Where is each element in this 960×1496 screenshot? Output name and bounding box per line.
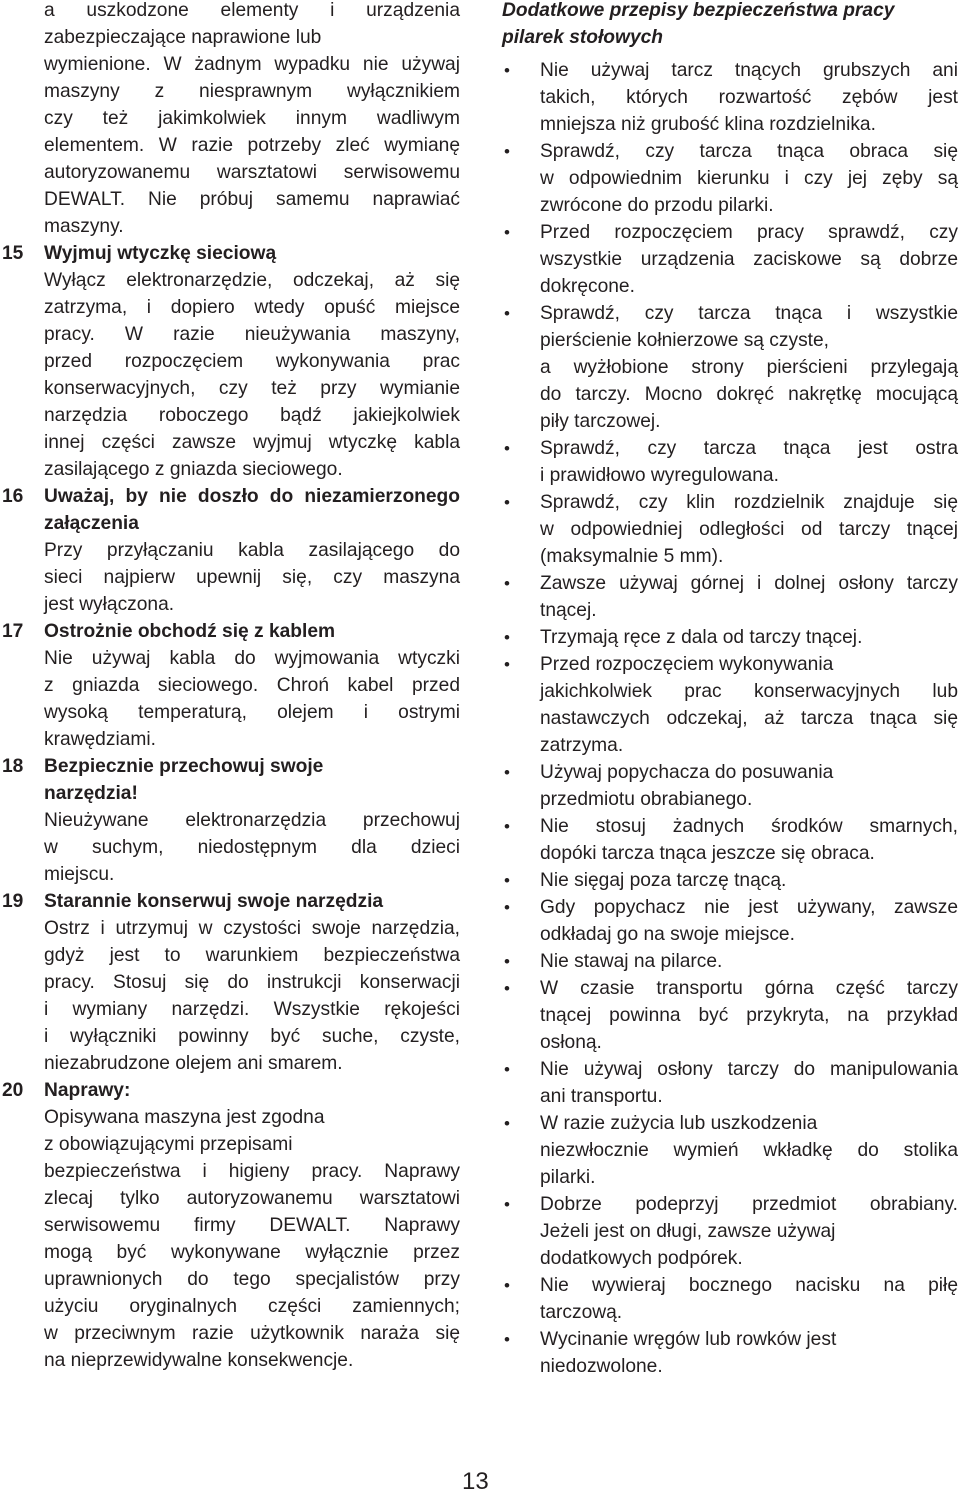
text-line: a wyżłobione strony pierścieni przylegają	[540, 357, 958, 378]
text-line: Dobrze podeprzyj przedmiot obrabiany.	[540, 1194, 958, 1215]
text-line: użyciu oryginalnych części zamiennych;	[44, 1296, 460, 1317]
safety-heading: pilarek stołowych	[502, 27, 664, 48]
section-number: 16	[2, 486, 24, 507]
text-line: w suchym, niedostępnym dla dzieci	[44, 837, 460, 858]
text-line: Sprawdź, czy klin rozdzielnik znajduje się	[540, 492, 958, 513]
text-line: (maksymalnie 5 mm).	[540, 546, 724, 567]
text-line: nastawczych odczekaj, aż tarcza tnąca się	[540, 708, 958, 729]
text-line: W czasie transportu górna część tarczy	[540, 978, 958, 999]
text-line: Nie stawaj na pilarce.	[540, 951, 723, 972]
text-line: maszyny z niesprawnym wyłącznikiem	[44, 81, 460, 102]
text-line: pierścienie kołnierzowe są czyste,	[540, 330, 830, 351]
text-line: Nie wywieraj bocznego nacisku na piłę	[540, 1275, 958, 1296]
text-line: takich, których rozwartość zębów jest	[540, 87, 958, 108]
bullet-marker: •	[504, 61, 510, 80]
bullet-marker: •	[504, 142, 510, 161]
text-line: tnącej powinna być przykryta, na przykład	[540, 1005, 958, 1026]
section-heading: Naprawy:	[44, 1080, 131, 1101]
text-line: niezabrudzone olejem ani smarem.	[44, 1053, 343, 1074]
bullet-marker: •	[504, 952, 510, 971]
text-line: wysoką temperaturą, olejem i ostrymi	[44, 702, 460, 723]
text-line: gdyż jest to warunkiem bezpieczeństwa	[44, 945, 460, 966]
text-line: zasilającego z gniazda sieciowego.	[44, 459, 343, 480]
text-line: serwisowemu firmy DEWALT. Naprawy	[44, 1215, 460, 1236]
text-line: i prawidłowo wyregulowana.	[540, 465, 779, 486]
text-line: Przed rozpoczęciem pracy sprawdź, czy	[540, 222, 958, 243]
text-line: autoryzowanemu warsztatowi serwisowemu	[44, 162, 460, 183]
text-line: w odpowiedniej odległości od tarczy tnącej	[540, 519, 958, 540]
text-line: dokręcone.	[540, 276, 635, 297]
text-line: jest wyłączona.	[44, 594, 175, 615]
text-line: pracy. W razie nieużywania maszyny,	[44, 324, 460, 345]
text-line: czy też jakimkolwiek innym wadliwym	[44, 108, 460, 129]
text-line: W razie zużycia lub uszkodzenia	[540, 1113, 818, 1134]
bullet-marker: •	[504, 439, 510, 458]
text-line: Nie używaj osłony tarczy do manipulowania	[540, 1059, 958, 1080]
text-line: sieci najpierw upewnij się, czy maszyna	[44, 567, 460, 588]
text-line: odkładaj go na swoje miejsce.	[540, 924, 795, 945]
text-line: dopóki tarcza tnąca jeszcze się obraca.	[540, 843, 875, 864]
section-heading: załączenia	[44, 513, 139, 534]
text-line: niezwłocznie wymień wkładkę do stolika	[540, 1140, 958, 1161]
section-number: 15	[2, 243, 24, 264]
text-line: w przeciwnym razie użytkownik naraża się	[44, 1323, 460, 1344]
text-line: jakichkolwiek prac konserwacyjnych lub	[540, 681, 958, 702]
text-line: niedozwolone.	[540, 1356, 663, 1377]
section-heading: Uważaj, by nie doszło do niezamierzonego	[44, 486, 460, 507]
text-line: tarczową.	[540, 1302, 623, 1323]
section-heading: Wyjmuj wtyczkę sieciową	[44, 243, 277, 264]
section-heading: Starannie konserwuj swoje narzędzia	[44, 891, 384, 912]
bullet-marker: •	[504, 628, 510, 647]
text-line: tnącej.	[540, 600, 597, 621]
bullet-marker: •	[504, 304, 510, 323]
text-line: Używaj popychacza do posuwania	[540, 762, 834, 783]
bullet-marker: •	[504, 1195, 510, 1214]
text-line: Przy przyłączaniu kabla zasilającego do	[44, 540, 460, 561]
bullet-marker: •	[504, 871, 510, 890]
text-line: zabezpieczające naprawione lub	[44, 27, 322, 48]
text-line: w odpowiednim kierunku i czy jej zęby są	[540, 168, 958, 189]
text-line: Zawsze używaj górnej i dolnej osłony tarczy	[540, 573, 958, 594]
bullet-marker: •	[504, 1114, 510, 1133]
text-line: Wycinanie wręgów lub rowków jest	[540, 1329, 837, 1350]
text-line: osłoną.	[540, 1032, 602, 1053]
text-line: Sprawdź, czy tarcza tnąca obraca się	[540, 141, 958, 162]
text-line: zlecaj tylko autoryzowanemu warsztatowi	[44, 1188, 460, 1209]
safety-heading: Dodatkowe przepisy bezpieczeństwa pracy	[502, 0, 895, 21]
text-line: maszyny.	[44, 216, 124, 237]
bullet-marker: •	[504, 1060, 510, 1079]
text-line: zatrzyma.	[540, 735, 624, 756]
bullet-marker: •	[504, 817, 510, 836]
text-line: zatrzyma, i dopiero wtedy opuść miejsce	[44, 297, 460, 318]
bullet-marker: •	[504, 898, 510, 917]
text-line: przedmiotu obrabianego.	[540, 789, 753, 810]
section-number: 18	[2, 756, 24, 777]
text-line: z obowiązującymi przepisami	[44, 1134, 293, 1155]
text-line: Wyłącz elektronarzędzie, odczekaj, aż się	[44, 270, 460, 291]
text-line: Nie używaj tarcz tnących grubszych ani	[540, 60, 958, 81]
text-line: DEWALT. Nie próbuj samemu naprawiać	[44, 189, 460, 210]
section-heading: narzędzia!	[44, 783, 138, 804]
text-line: i wymiany narzędzi. Wszystkie rękojeści	[44, 999, 460, 1020]
section-number: 19	[2, 891, 24, 912]
bullet-marker: •	[504, 1330, 510, 1349]
section-heading: Bezpiecznie przechowuj swoje	[44, 756, 324, 777]
text-line: wszystkie urządzenia zaciskowe są dobrze	[540, 249, 958, 270]
text-line: innej części zawsze wyjmuj wtyczkę kabla	[44, 432, 460, 453]
text-line: pilarki.	[540, 1167, 596, 1188]
text-line: piły tarczowej.	[540, 411, 661, 432]
text-line: Opisywana maszyna jest zgodna	[44, 1107, 325, 1128]
section-number: 17	[2, 621, 24, 642]
text-line: Nieużywane elektronarzędzia przechowuj	[44, 810, 460, 831]
text-line: mogą być wykonywane wyłącznie przez	[44, 1242, 460, 1263]
bullet-marker: •	[504, 493, 510, 512]
text-line: Sprawdź, czy tarcza tnąca i wszystkie	[540, 303, 958, 324]
text-line: narzędzia roboczego bądź jakiejkolwiek	[44, 405, 460, 426]
bullet-marker: •	[504, 1276, 510, 1295]
text-line: a uszkodzone elementy i urządzenia	[44, 0, 460, 21]
bullet-marker: •	[504, 979, 510, 998]
text-line: Gdy popychacz nie jest używany, zawsze	[540, 897, 958, 918]
text-line: do tarczy. Mocno dokręć nakrętkę mocującą	[540, 384, 958, 405]
text-line: konserwacyjnych, czy też przy wymianie	[44, 378, 460, 399]
text-line: Jeżeli jest on długi, zawsze używaj	[540, 1221, 836, 1242]
text-line: Nie używaj kabla do wyjmowania wtyczki	[44, 648, 460, 669]
page-number: 13	[462, 1468, 489, 1495]
text-line: z gniazda sieciowego. Chroń kabel przed	[44, 675, 460, 696]
text-line: Trzymają ręce z dala od tarczy tnącej.	[540, 627, 863, 648]
bullet-marker: •	[504, 655, 510, 674]
bullet-marker: •	[504, 223, 510, 242]
text-line: przed rozpoczęciem wykonywania prac	[44, 351, 460, 372]
text-line: dodatkowych podpórek.	[540, 1248, 743, 1269]
text-line: pracy. Stosuj się do instrukcji konserwacji	[44, 972, 460, 993]
text-line: elementem. W razie potrzeby zleć wymianę	[44, 135, 460, 156]
text-line: krawędziami.	[44, 729, 156, 750]
text-line: bezpieczeństwa i higieny pracy. Naprawy	[44, 1161, 460, 1182]
bullet-marker: •	[504, 763, 510, 782]
text-line: miejscu.	[44, 864, 115, 885]
text-line: Nie stosuj żadnych środków smarnych,	[540, 816, 958, 837]
text-line: zwrócone do przodu pilarki.	[540, 195, 774, 216]
text-line: mniejsza niż grubość klina rozdzielnika.	[540, 114, 876, 135]
text-line: Ostrz i utrzymuj w czystości swoje narzędzia,	[44, 918, 460, 939]
section-number: 20	[2, 1080, 24, 1101]
bullet-marker: •	[504, 574, 510, 593]
text-line: Sprawdź, czy tarcza tnąca jest ostra	[540, 438, 958, 459]
text-line: uprawnionych do tego specjalistów przy	[44, 1269, 460, 1290]
text-line: Nie sięgaj poza tarczę tnącą.	[540, 870, 787, 891]
section-heading: Ostrożnie obchodź się z kablem	[44, 621, 336, 642]
text-line: na nieprzewidywalne konsekwencje.	[44, 1350, 354, 1371]
text-line: wymienione. W żadnym wypadku nie używaj	[44, 54, 460, 75]
text-line: ani transportu.	[540, 1086, 663, 1107]
text-line: Przed rozpoczęciem wykonywania	[540, 654, 834, 675]
text-line: i wyłączniki powinny być suche, czyste,	[44, 1026, 460, 1047]
